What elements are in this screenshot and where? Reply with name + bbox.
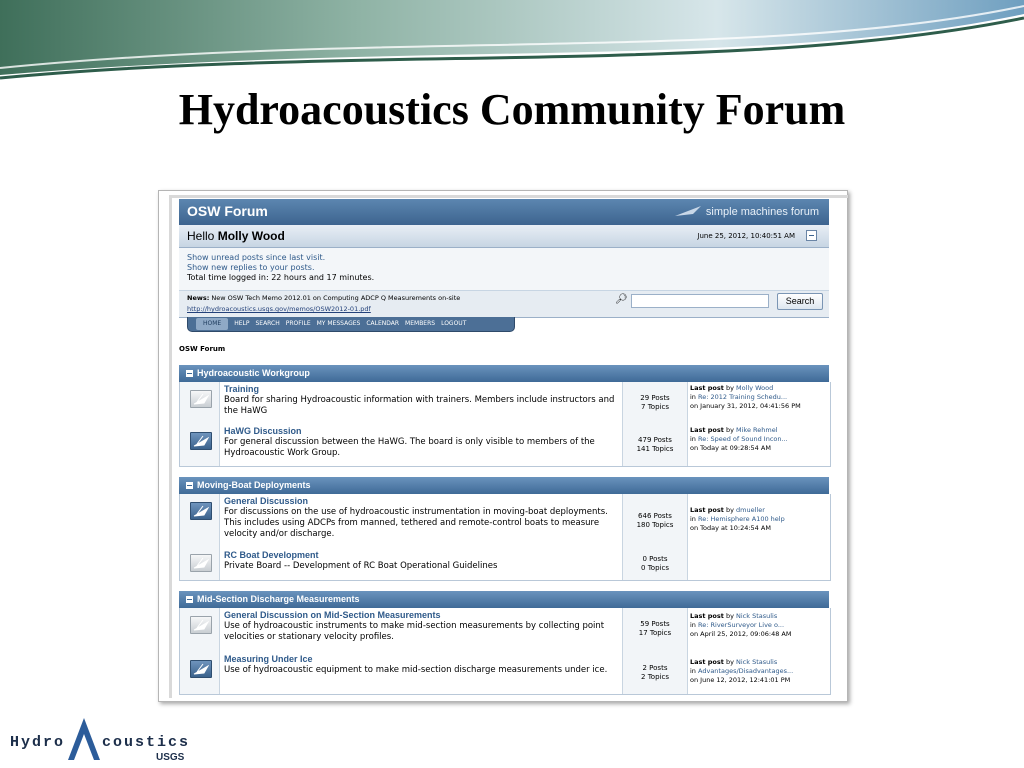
in-label: in: [690, 435, 696, 443]
last-post-date: on April 25, 2012, 09:06:48 AM: [690, 630, 792, 638]
board-info: [224, 550, 616, 572]
last-post-date: on June 12, 2012, 12:41:01 PM: [690, 676, 791, 684]
last-post: [690, 384, 828, 411]
logo-word-left: Hydro: [10, 734, 66, 751]
hydroacoustics-logo: [10, 716, 200, 762]
topic-count: 2 Topics: [641, 673, 669, 681]
greeting: [187, 229, 285, 243]
in-label: in: [690, 515, 696, 523]
collapse-icon[interactable]: [806, 230, 817, 241]
smf-icon: [673, 205, 703, 217]
board-status-cell: [180, 382, 220, 424]
board-name[interactable]: General Discussion on Mid-Section Measurements: [224, 610, 441, 620]
greeting-prefix: Hello: [187, 229, 215, 243]
board-name[interactable]: HaWG Discussion: [224, 426, 302, 436]
board-row: [179, 608, 831, 653]
category-name: Moving-Boat Deployments: [197, 480, 311, 490]
board-row: [179, 548, 831, 581]
last-post-label: Last post: [690, 612, 724, 620]
board-row: [179, 652, 831, 695]
menu-logout[interactable]: LOGOUT: [441, 320, 467, 327]
by-label: by: [725, 658, 734, 666]
board-row: [179, 382, 831, 425]
board-description: For discussions on the use of hydroacoustic instrumentation in moving-boat deployments. This includes using ADCPs from manned, tethered and remote-control boats to measure velocity and/or discharge.: [224, 507, 608, 539]
last-post-user[interactable]: Nick Stasulis: [736, 612, 778, 620]
forum-header: [179, 199, 829, 225]
in-label: in: [690, 621, 696, 629]
board-info: [224, 426, 616, 459]
last-post-label: Last post: [690, 506, 724, 514]
category-header[interactable]: [179, 591, 829, 608]
by-label: by: [725, 384, 734, 392]
board-status-icon: [190, 660, 212, 678]
user-name: Molly Wood: [217, 229, 285, 243]
topic-count: 17 Topics: [638, 629, 672, 637]
unread-posts-link[interactable]: Show unread posts since last visit.: [187, 253, 326, 262]
logo-word-right: coustics: [102, 734, 191, 751]
menu-help[interactable]: HELP: [234, 320, 250, 327]
board-description: Use of hydroacoustic equipment to make mid-section discharge measurements under ice.: [224, 665, 608, 675]
last-post-topic[interactable]: Re: Hemisphere A100 help: [698, 515, 785, 523]
topic-count: 141 Topics: [636, 445, 674, 453]
menu-calendar[interactable]: CALENDAR: [366, 320, 400, 327]
breadcrumb[interactable]: OSW Forum: [179, 345, 226, 353]
time-logged: Total time logged in: 22 hours and 17 minutes.: [187, 273, 375, 282]
last-post: [690, 506, 828, 533]
board-name[interactable]: Measuring Under Ice: [224, 654, 313, 664]
last-post-user[interactable]: dmueller: [736, 506, 765, 514]
last-post-topic[interactable]: Re: 2012 Training Schedu...: [698, 393, 788, 401]
post-count: 2 Posts: [642, 664, 668, 672]
collapse-icon[interactable]: [186, 596, 193, 603]
board-stats: [622, 652, 688, 694]
forum-title[interactable]: OSW Forum: [187, 203, 268, 219]
post-count: 29 Posts: [640, 394, 670, 402]
collapse-icon[interactable]: [186, 370, 193, 377]
category-name: Mid-Section Discharge Measurements: [197, 594, 360, 604]
news-text: [187, 293, 607, 303]
category-header[interactable]: [179, 365, 829, 382]
board-status-cell: [180, 652, 220, 694]
current-date: June 25, 2012, 10:40:51 AM: [697, 232, 795, 240]
by-label: by: [725, 612, 734, 620]
board-info: [224, 610, 616, 643]
news-label: News:: [187, 294, 210, 302]
news-bar: [179, 291, 829, 318]
board-description: Private Board -- Development of RC Boat Operational Guidelines: [224, 561, 498, 571]
board-stats: [622, 424, 688, 466]
post-count: 0 Posts: [642, 555, 668, 563]
board-row: [179, 424, 831, 467]
board-stats: [622, 382, 688, 424]
header-wave-graphic: [0, 0, 1024, 80]
last-post-user[interactable]: Molly Wood: [736, 384, 774, 392]
last-post-label: Last post: [690, 658, 724, 666]
last-post: [690, 612, 828, 639]
user-greeting-bar: [179, 225, 829, 248]
board-status-cell: [180, 494, 220, 548]
smf-logo[interactable]: [673, 205, 819, 218]
last-post: [690, 658, 828, 685]
board-stats: [622, 494, 688, 548]
menu-home[interactable]: HOME: [196, 318, 228, 330]
last-post-topic[interactable]: Re: Speed of Sound Incon...: [698, 435, 788, 443]
board-description: Board for sharing Hydroacoustic information with trainers. Members include instructors and the HaWG: [224, 395, 615, 416]
last-post-date: on Today at 10:24:54 AM: [690, 524, 771, 532]
board-info: [224, 654, 616, 676]
board-status-icon: [190, 502, 212, 520]
board-status-cell: [180, 424, 220, 466]
board-description: For general discussion between the HaWG. The board is only visible to members of the Hydroacoustic Work Group.: [224, 437, 595, 458]
menu-profile[interactable]: PROFILE: [285, 320, 311, 327]
forum-screenshot: [158, 190, 848, 702]
topic-count: 180 Topics: [636, 521, 674, 529]
board-row: [179, 494, 831, 549]
news-body: New OSW Tech Memo 2012.01 on Computing ADCP Q Measurements on-site: [211, 294, 461, 302]
board-status-icon: [190, 390, 212, 408]
board-name[interactable]: Training: [224, 384, 260, 394]
post-count: 646 Posts: [638, 512, 672, 520]
menu-members[interactable]: MEMBERS: [405, 320, 436, 327]
board-name[interactable]: RC Boat Development: [224, 550, 319, 560]
by-label: by: [725, 426, 734, 434]
board-status-icon: [190, 432, 212, 450]
last-post-date: on Today at 09:28:54 AM: [690, 444, 771, 452]
collapse-icon[interactable]: [186, 482, 193, 489]
last-post: [690, 426, 828, 453]
user-info-panel: [179, 248, 829, 291]
smf-label: simple machines forum: [705, 206, 819, 218]
last-post-topic[interactable]: Advantages/Disadvantages...: [698, 667, 794, 675]
search-button[interactable]: Search: [777, 293, 823, 310]
menu-search[interactable]: SEARCH: [255, 320, 280, 327]
last-post-user[interactable]: Nick Stasulis: [736, 658, 778, 666]
board-stats: [622, 608, 688, 652]
search-icon: 🔎︎: [615, 294, 628, 305]
topic-count: 7 Topics: [641, 403, 669, 411]
board-status-icon: [190, 554, 212, 572]
board-status-icon: [190, 616, 212, 634]
last-post-label: Last post: [690, 426, 724, 434]
menu-my-messages[interactable]: MY MESSAGES: [316, 320, 361, 327]
category-name: Hydroacoustic Workgroup: [197, 368, 310, 378]
in-label: in: [690, 667, 696, 675]
last-post-topic[interactable]: Re: RiverSurveyor Live o...: [698, 621, 785, 629]
board-status-cell: [180, 548, 220, 580]
last-post-user[interactable]: Mike Rehmel: [736, 426, 778, 434]
news-link[interactable]: http://hydroacoustics.usgs.gov/memos/OSW2012-01.pdf: [187, 305, 371, 313]
board-description: Use of hydroacoustic instruments to make mid-section measurements by collecting point velocities or stationary velocity profiles.: [224, 621, 605, 642]
search-input[interactable]: [631, 294, 769, 308]
slide-title: Hydroacoustics Community Forum: [178, 85, 846, 134]
board-name[interactable]: General Discussion: [224, 496, 309, 506]
logo-sub: USGS: [156, 752, 185, 762]
board-status-cell: [180, 608, 220, 652]
board-info: [224, 384, 616, 417]
by-label: by: [725, 506, 734, 514]
board-stats: [622, 548, 688, 580]
last-post-date: on January 31, 2012, 04:41:56 PM: [690, 402, 801, 410]
category-header[interactable]: [179, 477, 829, 494]
new-replies-link[interactable]: Show new replies to your posts.: [187, 263, 315, 272]
post-count: 59 Posts: [640, 620, 670, 628]
topic-count: 0 Topics: [641, 564, 669, 572]
post-count: 479 Posts: [638, 436, 672, 444]
last-post-label: Last post: [690, 384, 724, 392]
board-info: [224, 496, 616, 540]
main-menu: [187, 317, 515, 332]
in-label: in: [690, 393, 696, 401]
